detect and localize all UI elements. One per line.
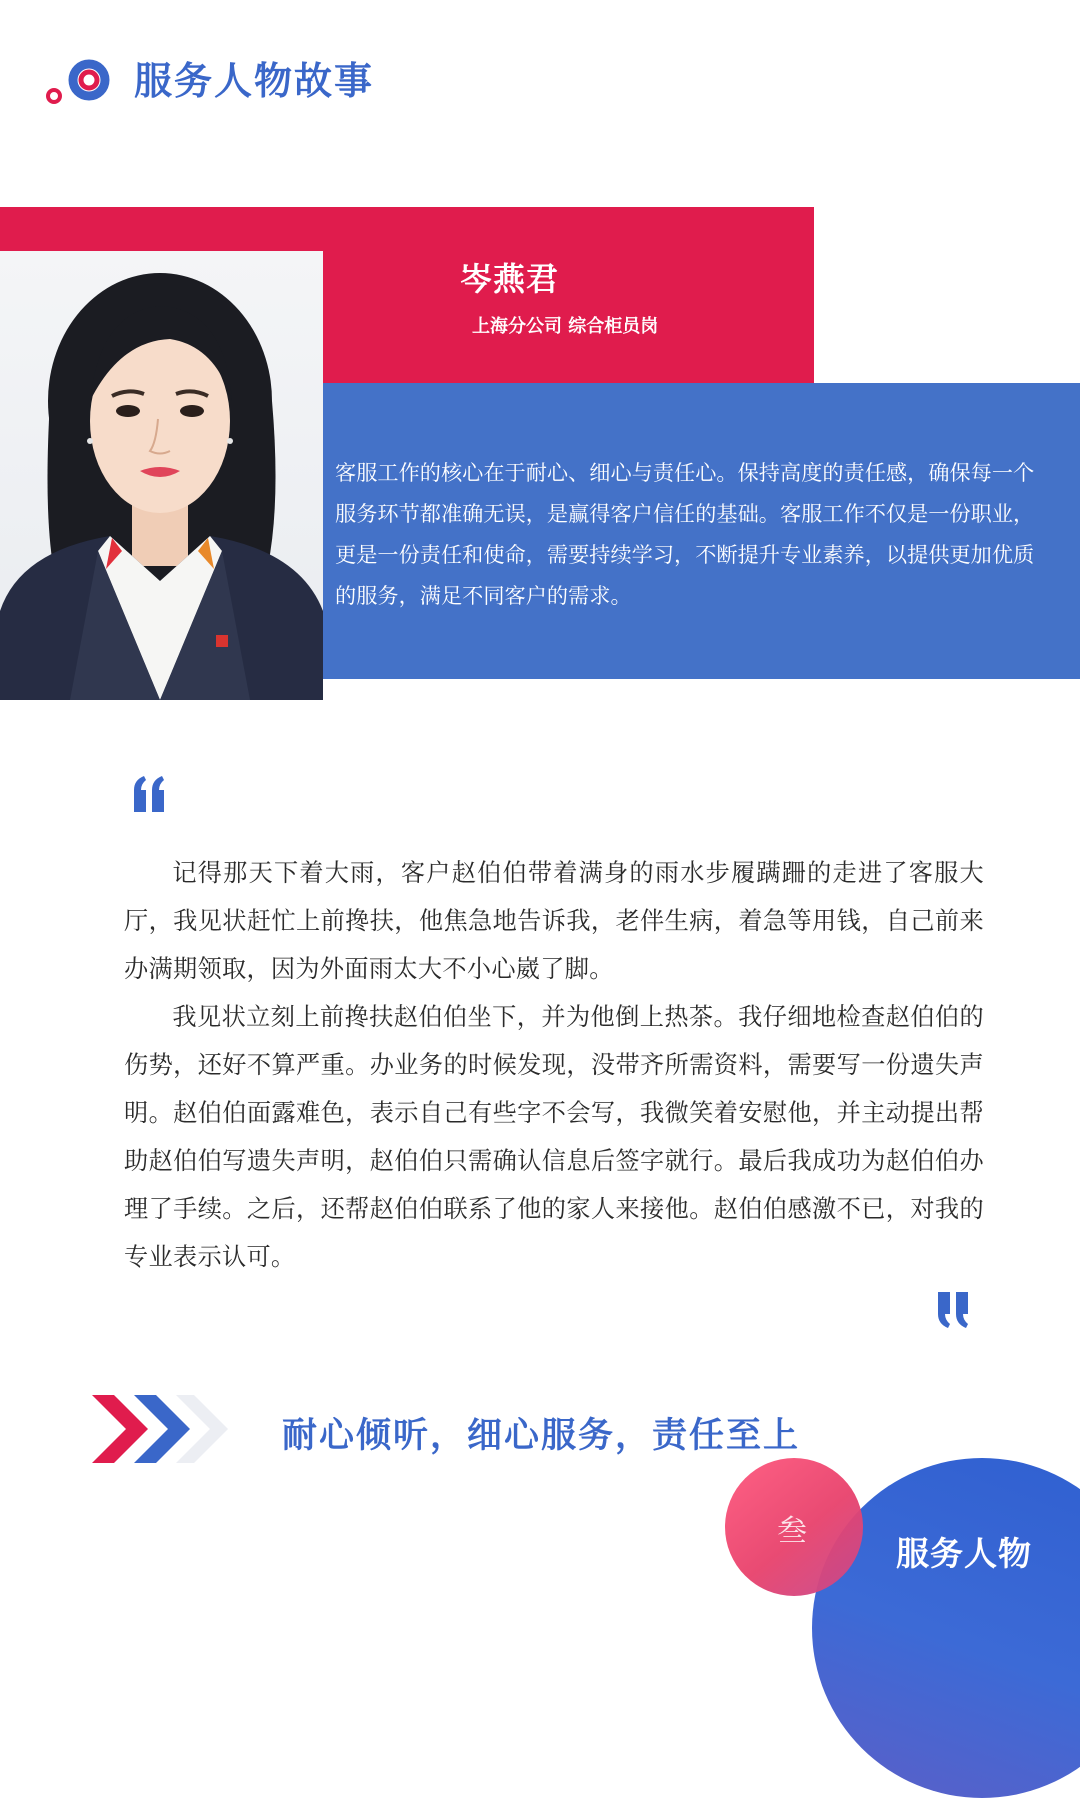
person-name: 岑燕君 xyxy=(460,260,560,298)
person-quote: 客服工作的核心在于耐心、细心与责任心。保持高度的责任感，确保每一个服务环节都准确无误，是赢得客户信任的基础。客服工作不仅是一份职业，更是一份责任和使命，需要持续学习，不断提升专业素养，以提供更加优质的服务，满足不同客户的需求。 xyxy=(335,460,1035,608)
badge-number: 叁 xyxy=(777,1514,807,1549)
page-title: 服务人物故事 xyxy=(134,59,375,103)
close-quote-icon xyxy=(936,1292,970,1328)
story-paragraph: 记得那天下着大雨，客户赵伯伯带着满身的雨水步履蹒跚的走进了客服大厅，我见状赶忙上前搀扶，他焦急地告诉我，老伴生病，着急等用钱，自己前来办满期领取，因为外面雨太大不小心崴了脚。 xyxy=(124,859,984,983)
open-quote-icon xyxy=(132,776,166,812)
story-paragraph: 我见状立刻上前搀扶赵伯伯坐下，并为他倒上热茶。我仔细地检查赵伯伯的伤势，还好不算严重。办业务的时候发现，没带齐所需资料，需要写一份遗失声明。赵伯伯面露难色，表示自己有些字不会写，我微笑着安慰他，并主动提出帮助赵伯伯写遗失声明，赵伯伯只需确认信息后签字就行。最后我成功为赵伯伯办理了手续。之后，还帮赵伯伯联系了他的家人来接他。赵伯伯感激不已，对我的专业表示认可。 xyxy=(124,1003,984,1271)
badge-label: 服务人物 xyxy=(896,1534,1032,1573)
chevrons-icon xyxy=(92,1395,228,1463)
person-position: 上海分公司 综合柜员岗 xyxy=(472,316,659,337)
logo-rings-icon xyxy=(44,52,114,112)
profile-photo xyxy=(0,251,323,700)
story-body xyxy=(124,849,984,1281)
slogan: 耐心倾听，细心服务，责任至上 xyxy=(282,1416,801,1456)
